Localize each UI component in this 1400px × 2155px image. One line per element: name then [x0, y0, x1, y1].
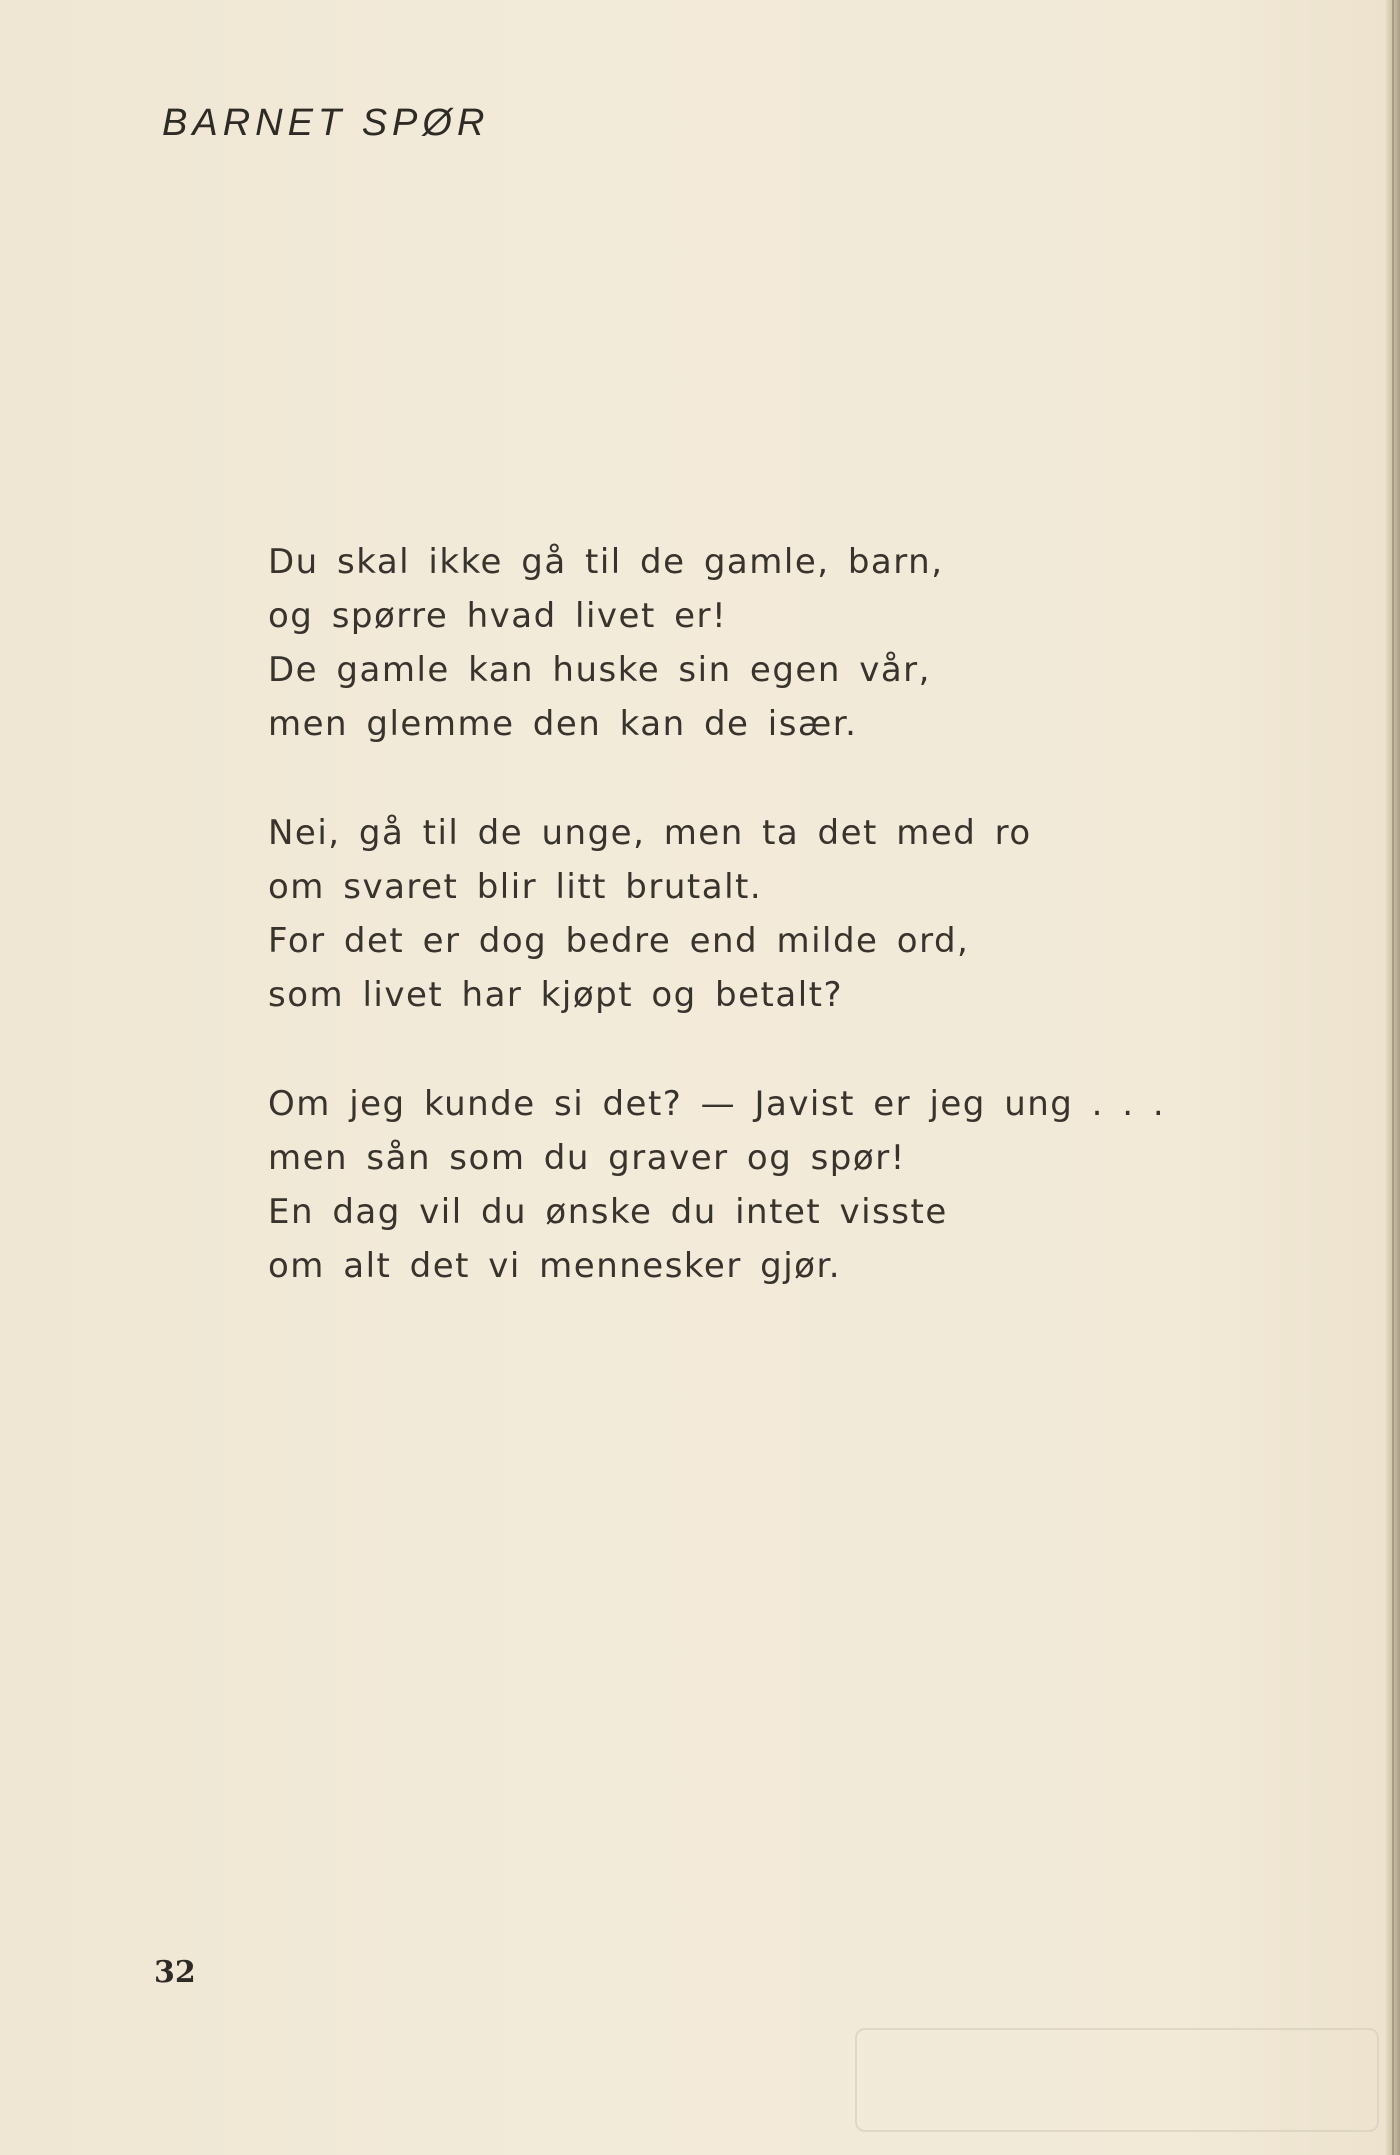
poem-line: som livet har kjøpt og betalt?	[268, 975, 844, 1015]
poem-line: men sån som du graver og spør!	[268, 1138, 906, 1178]
page-edge-line	[1392, 0, 1394, 2155]
poem-line: En dag vil du ønske du intet visste	[268, 1192, 948, 1232]
stanza-1	[268, 535, 1268, 751]
running-head: BARNET SPØR	[162, 102, 490, 144]
poem-line: De gamle kan huske sin egen vår,	[268, 650, 931, 690]
poem-line: Om jeg kunde si det? — Javist er jeg ung . . .	[268, 1084, 1166, 1124]
page-number: 32	[154, 1955, 196, 1990]
poem-line: om alt det vi mennesker gjør.	[268, 1246, 842, 1286]
poem-line: og spørre hvad livet er!	[268, 596, 728, 636]
poem-line: men glemme den kan de især.	[268, 704, 858, 744]
poem-line: om svaret blir litt brutalt.	[268, 867, 763, 907]
faint-stamp-outline	[855, 2028, 1379, 2132]
poem-line: Nei, gå til de unge, men ta det med ro	[268, 813, 1032, 853]
poem-line: For det er dog bedre end milde ord,	[268, 921, 970, 961]
poem	[268, 535, 1268, 1348]
stanza-2	[268, 806, 1268, 1022]
stanza-3	[268, 1077, 1268, 1293]
poem-line: Du skal ikke gå til de gamle, barn,	[268, 542, 944, 582]
